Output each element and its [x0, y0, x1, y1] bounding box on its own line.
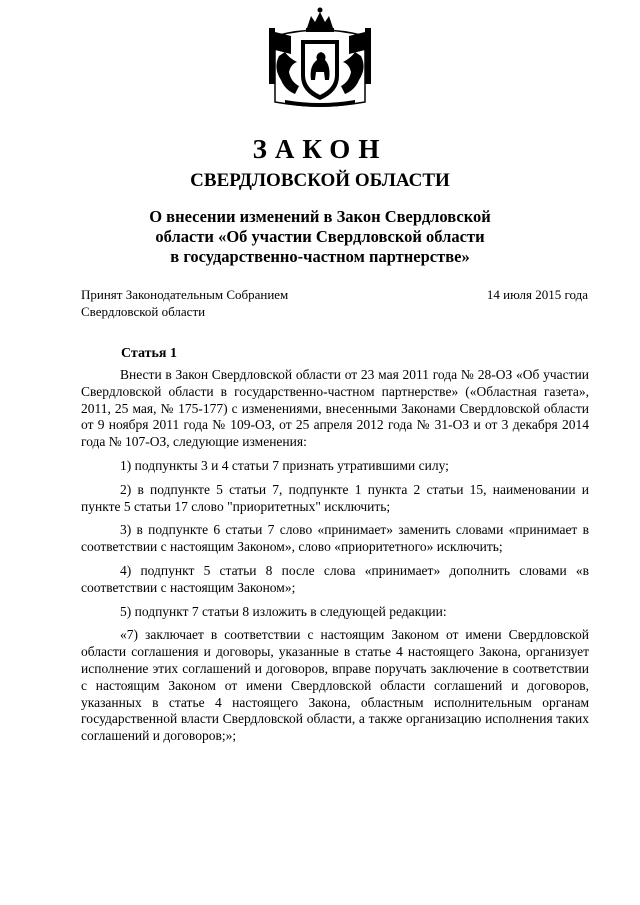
- article-paragraph: 5) подпункт 7 статьи 8 изложить в следующей редакции:: [120, 603, 447, 619]
- law-name-line: в государственно-частном партнерстве»: [170, 247, 470, 266]
- article-body: [81, 367, 589, 752]
- crown-icon: [306, 8, 334, 33]
- article-paragraph: 2) в подпункте 5 статьи 7, подпункте 1 пункта 2 статьи 15, наименовании и пункте 5 статьи 17 слово "приоритетных" исключить;: [81, 481, 589, 514]
- article-heading: Статья 1: [121, 346, 177, 361]
- coat-of-arms-emblem: [255, 6, 385, 108]
- law-name-line: области «Об участии Свердловской области: [155, 227, 485, 246]
- article-paragraph: «7) заключает в соответствии с настоящим Законом от имени Свердловской области соглашения и договоры, указанные в статье 4 настоящего Закона, организует исполнение этих соглашений и договоров, вправе поручать заключение в соответствии с настоящим Законом от имени Свердловской области соглашений и договоров, указанных в статье 4 настоящего Закона, областным исполнительным органам государственной власти Свердловской области, а также организацию исполнения таких соглашений и договоров;»;: [81, 627, 589, 744]
- region-subtitle: СВЕРДЛОВСКОЙ ОБЛАСТИ: [190, 170, 450, 191]
- adopted-by-line: Принят Законодательным Собранием: [81, 287, 289, 302]
- article-paragraph: 3) в подпункте 6 статьи 7 слово «принимает» заменить словами «принимает в соответствии с настоящим Законом», слово «приоритетного» исключить;: [81, 522, 589, 555]
- left-supporter-icon: [276, 52, 299, 94]
- law-name-line: О внесении изменений в Закон Свердловской: [149, 207, 491, 226]
- article-paragraph: 4) подпункт 5 статьи 8 после слова «принимает» дополнить словами «в соответствии с настоящим Законом»;: [81, 562, 589, 595]
- adopted-by: [81, 286, 341, 320]
- article-paragraph: Внести в Закон Свердловской области от 23 мая 2011 года № 28-ОЗ «Об участии Свердловской области в государственно-частном партнерстве» («Областная газета», 2011, 25 мая, № 175-177) с изменениями, внесенными Законами Свердловской области от 9 ноября 2011 года № 109-ОЗ, от 25 апреля 2012 года № 31-ОЗ и от 3 декабря 2014 года № 107-ОЗ, следующие изменения:: [81, 367, 589, 450]
- article-paragraph: 1) подпункты 3 и 4 статьи 7 признать утратившими силу;: [120, 457, 449, 473]
- right-supporter-icon: [341, 52, 364, 94]
- adoption-date: 14 июля 2015 года: [486, 287, 588, 302]
- adopted-by-line: Свердловской области: [81, 304, 206, 319]
- law-name: [110, 207, 530, 267]
- law-title: ЗАКОН: [252, 134, 388, 164]
